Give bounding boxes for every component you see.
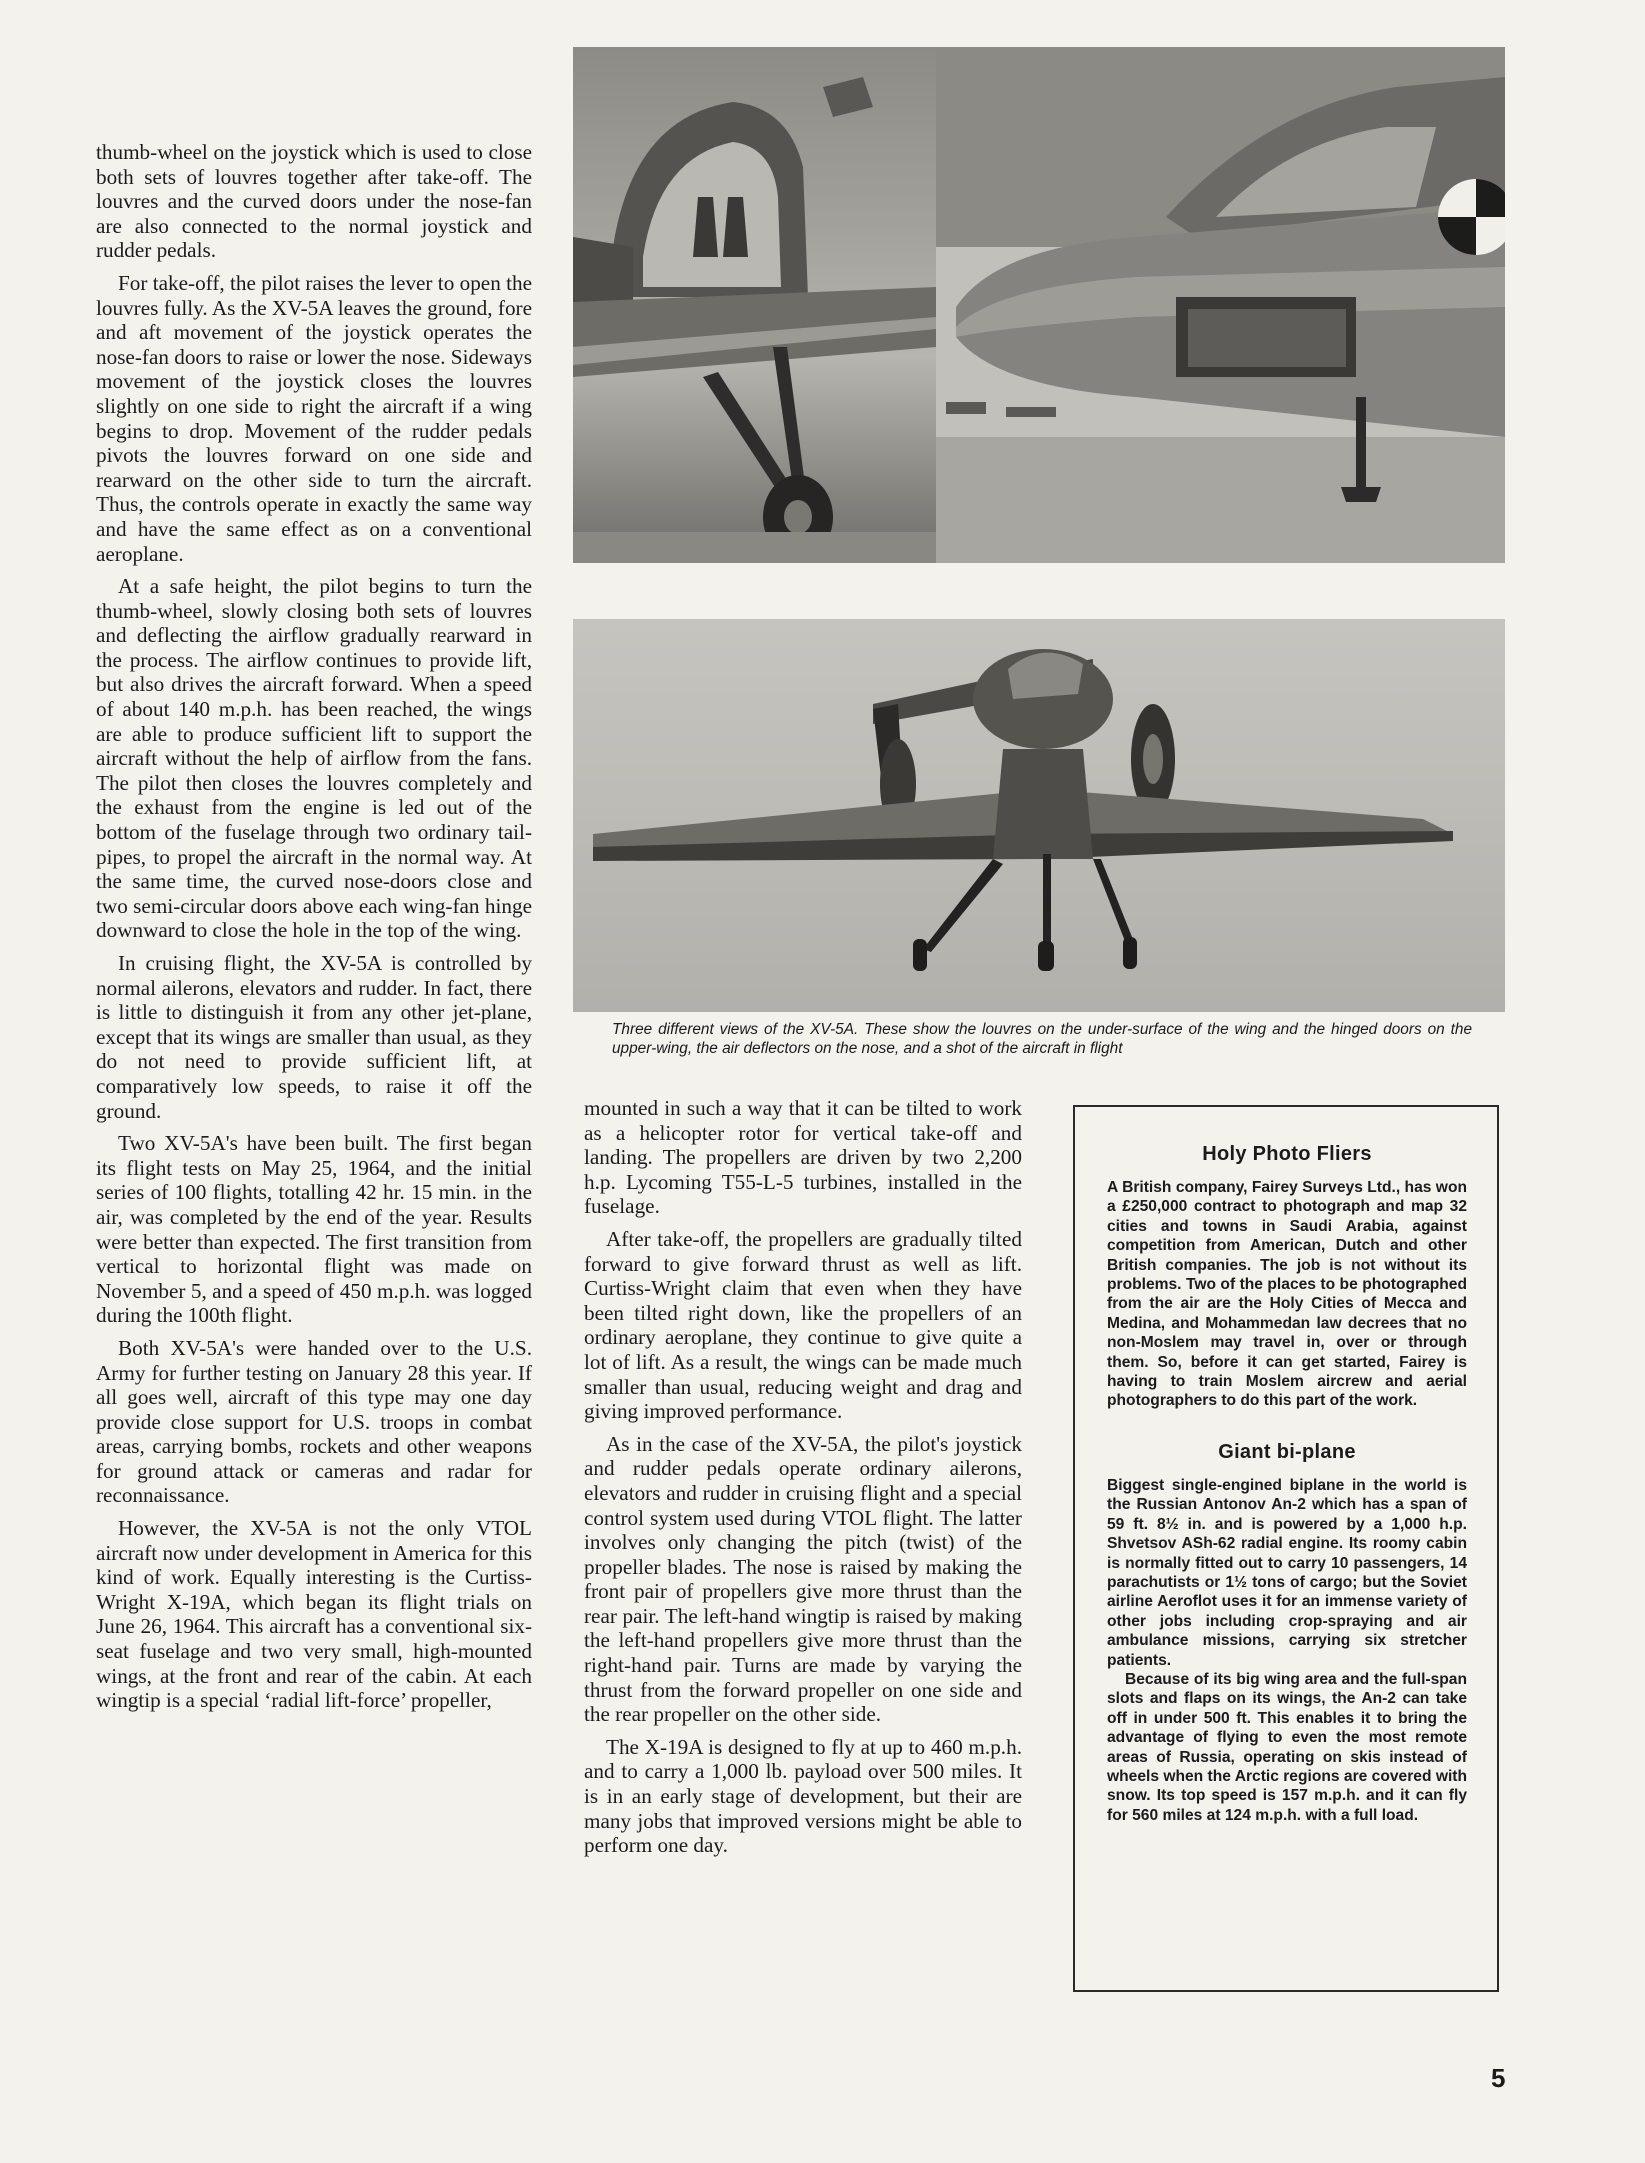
- photo-xv5a-nose-deflectors: [936, 47, 1505, 563]
- sidebar-text: Because of its big wing area and the full-span slots and flaps on its wings, the An-2 can take off in under 500 ft. This enables it to bring the advantage of flying to even the most remote areas of Russia, operating on skis instead of wheels when the Arctic regions are covered with snow. Its top speed is 157 m.p.h. and it can fly for 560 miles at 124 m.p.h. with a full load.: [1107, 1670, 1467, 1824]
- photo-caption: Three different views of the XV-5A. These show the louvres on the under-surface of the wing and the hinged doors on the upper-wing, the air deflectors on the nose, and a shot of the aircraft in flight: [612, 1021, 1472, 1057]
- article-column-left: [96, 140, 532, 1721]
- sidebar-text: A British company, Fairey Surveys Ltd., has won a £250,000 contract to photograph and map 32 cities and towns in Saudi Arabia, against competition from American, Dutch and other British companies. The job is not without its problems. Two of the places to be photographed from the air are the Holy Cities of Mecca and Medina, and Mohammedan law decrees that no non-Moslem may travel in, over or through them. So, before it can get started, Fairey is having to train Moslem aircrew and aerial photographers to do this part of the work.: [1107, 1179, 1467, 1410]
- sidebar-heading-holy-photo-fliers: Holy Photo Fliers: [1202, 1143, 1372, 1165]
- paragraph: In cruising flight, the XV-5A is controlled by normal ailerons, elevators and rudder. In fact, there is little to distinguish it from any other jet-plane, except that its wings are smaller than usual, as they do not need to provide sufficient lift, at comparatively low speeds, to raise it off the ground.: [96, 951, 532, 1123]
- paragraph: Two XV-5A's have been built. The first began its flight tests on May 25, 1964, and the initial series of 100 flights, totalling 42 hr. 15 min. in the air, was completed by the end of the year. Results were better than expected. The first transition from vertical to horizontal flight was made on November 5, and a speed of 450 m.p.h. was logged during the 100th flight.: [96, 1131, 532, 1328]
- paragraph: thumb-wheel on the joystick which is used to close both sets of louvres together after take-off. The louvres and the curved doors under the nose-fan are also connected to the normal joystick and rudder pedals.: [96, 140, 532, 263]
- paragraph: mounted in such a way that it can be tilted to work as a helicopter rotor for vertical take-off and landing. The propellers are driven by two 2,200 h.p. Lycoming T55-L-5 turbines, installed in the fuselage.: [584, 1096, 1022, 1219]
- paragraph: After take-off, the propellers are gradually tilted forward to give forward thrust as well as lift. Curtiss-Wright claim that even when they have been tilted right down, like the propellers of an ordinary aeroplane, they continue to give quite a lot of lift. As a result, the wings can be made much smaller than usual, reducing weight and drag and giving improved performance.: [584, 1226, 1022, 1424]
- news-sidebar-box: [1073, 1105, 1499, 1992]
- paragraph: The X-19A is designed to fly at up to 460 m.p.h. and to carry a 1,000 lb. payload over 500 miles. It is in an early stage of development, but their are many jobs that improved versions might be able to perform one day.: [584, 1734, 1022, 1858]
- photo-xv5a-in-flight: [573, 619, 1505, 1012]
- photo-xv5a-cockpit-wing: [573, 47, 936, 563]
- paragraph: However, the XV-5A is not the only VTOL aircraft now under development in America for this kind of work. Equally interesting is the Curtiss-Wright X-19A, which began its flight trials on June 26, 1964. This aircraft has a conventional six-seat fuselage and two very small, high-mounted wings, at the front and rear of the cabin. At each wingtip is a special ‘radial lift-force’ propeller,: [96, 1516, 532, 1713]
- sidebar-heading-giant-biplane: Giant bi-plane: [1218, 1440, 1356, 1463]
- article-column-middle: [584, 1096, 1022, 1866]
- paragraph: As in the case of the XV-5A, the pilot's joystick and rudder pedals operate ordinary ailerons, elevators and rudder in cruising flight and a special control system used during VTOL flight. The latter involves only changing the pitch (twist) of the propeller blades. The nose is raised by making the front pair of propellers give more thrust than the rear pair. The left-hand wingtip is raised by making the left-hand propellers give more thrust than the right-hand pair. Turns are made by varying the thrust from the forward propeller on one side and the rear propeller on the other side.: [584, 1431, 1022, 1727]
- sidebar-text: Biggest single-engined biplane in the world is the Russian Antonov An-2 which has a span of 59 ft. 8½ in. and is powered by a 1,000 h.p. Shvetsov ASh-62 radial engine. Its roomy cabin is normally fitted out to carry 10 passengers, 14 parachutists or 1½ tons of cargo; but the Soviet airline Aeroflot uses it for an immense variety of other jobs including crop-spraying and air ambulance missions, carrying six stretcher patients.: [1107, 1476, 1467, 1669]
- paragraph: For take-off, the pilot raises the lever to open the louvres fully. As the XV-5A leaves the ground, fore and aft movement of the joystick operates the nose-fan doors to raise or lower the nose. Sideways movement of the joystick closes the louvres slightly on one side to right the aircraft if a wing begins to drop. Movement of the rudder pedals pivots the louvres forward on one side and rearward on the other side to turn the aircraft. Thus, the controls operate in exactly the same way and have the same effect as on a conventional aeroplane.: [96, 270, 532, 566]
- page-number: 5: [1491, 2063, 1506, 2093]
- paragraph: Both XV-5A's were handed over to the U.S. Army for further testing on January 28 this year. If all goes well, aircraft of this type may one day provide close support for U.S. troops in combat areas, carrying bombs, rockets and other weapons for ground attack or cameras and radar for reconnaissance.: [96, 1335, 532, 1508]
- paragraph: At a safe height, the pilot begins to turn the thumb-wheel, slowly closing both sets of louvres and deflecting the airflow gradually rearward in the process. The airflow continues to provide lift, but also drives the aircraft forward. When a speed of about 140 m.p.h. has been reached, the wings are able to produce sufficient lift to support the aircraft without the help of airflow from the fans. The pilot then closes the louvres completely and the exhaust from the engine is led out of the bottom of the fuselage through two ordinary tail-pipes, to propel the aircraft in the normal way. At the same time, the curved nose-doors close and two semi-circular doors above each wing-fan hinge downward to close the hole in the top of the wing.: [96, 574, 532, 943]
